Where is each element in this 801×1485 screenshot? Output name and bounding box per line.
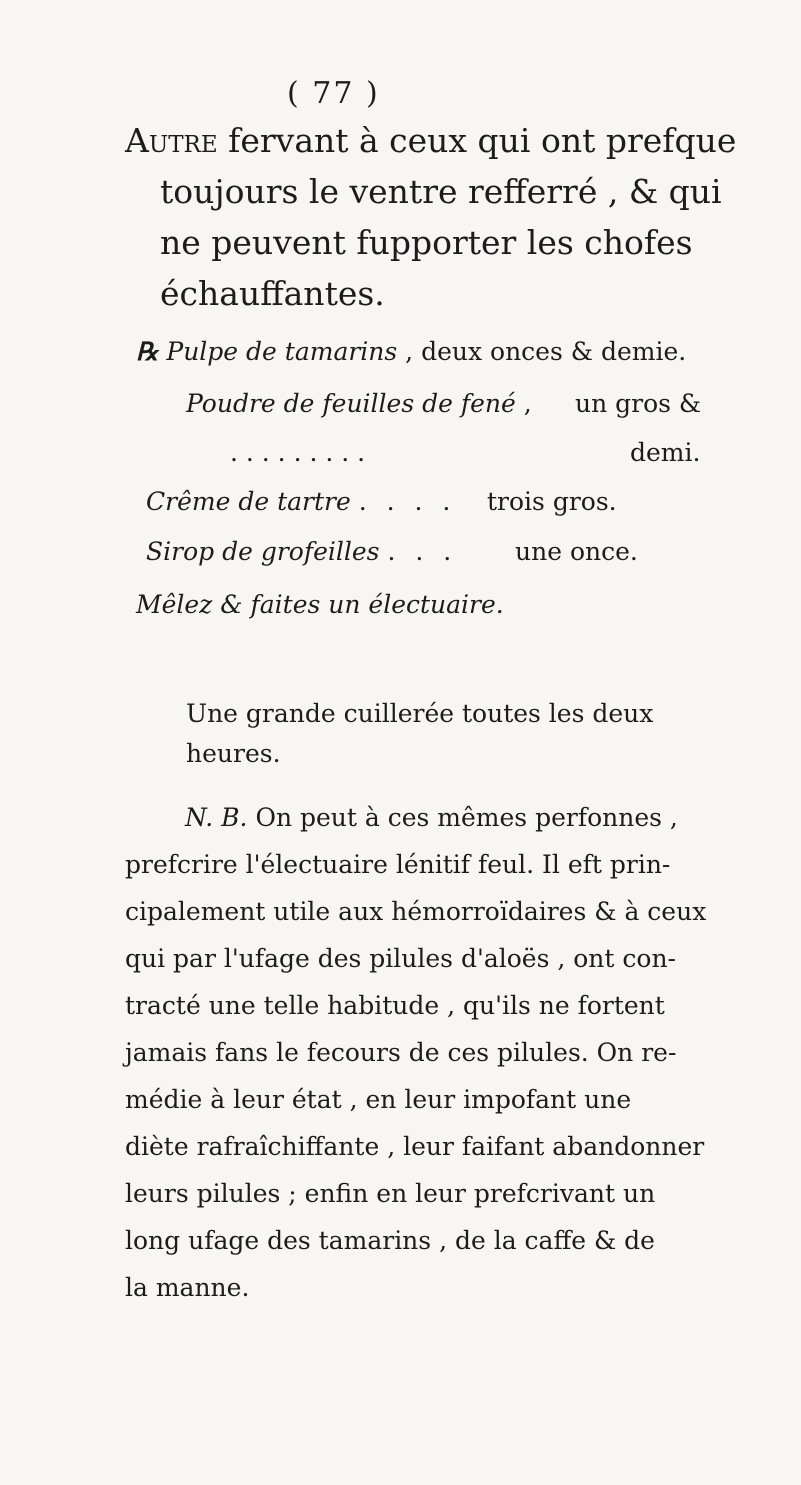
- nb-line: leurs pilules ; enfin en leur prefcrivant un: [125, 1179, 656, 1208]
- ingredient-quantity: un gros &: [575, 389, 702, 418]
- ingredient-name: Poudre de feuilles de fené: [186, 389, 516, 418]
- ingredient-quantity: une once.: [515, 537, 638, 566]
- ingredient-quantity: trois gros.: [487, 487, 617, 516]
- nb-line: long ufage des tamarins , de la caffe & de: [125, 1226, 655, 1255]
- nota-bene-paragraph: N. B. On peut à ces mêmes perfonnes , prefcrire l'électuaire lénitif feul. Il eft prin- cipalement utile aux hémorroïdaires & à ceux qui par l'ufage des pilules d'aloës , ont con- tracté une telle habitude , qu'ils ne fortent jamais fans le fecours de ces pilules. On re- médie à leur état , en leur impofant une diète rafraîchiffante , leur faifant abandonner leurs pilules ; enfin en leur prefcrivant un long ufage des tamarins , de la caffe & de la manne.: [125, 794, 745, 1311]
- ingredient-name: Sirop de grofeilles: [146, 537, 380, 566]
- recipe-line-1: ℞ Pulpe de tamarins , deux onces & demie.: [136, 337, 687, 366]
- nb-line: médie à leur état , en leur impofant une: [125, 1085, 632, 1114]
- heading-line-4: échauffantes.: [160, 274, 385, 313]
- nb-line: cipalement utile aux hémorroïdaires & à ceux: [125, 897, 707, 926]
- nb-line: diète rafraîchiffante , leur faifant abandonner: [125, 1132, 705, 1161]
- recipe-heading: [125, 115, 745, 319]
- recipe-line-3-leader: . . . . . . . . .: [230, 438, 366, 467]
- recipe-instruction: Mêlez & faites un électuaire.: [136, 590, 504, 619]
- page-number: ( 77 ): [287, 76, 380, 111]
- recipe-line-4: Crême de tartre . . . .: [146, 487, 457, 516]
- recipe-line-5: Sirop de grofeilles . . .: [146, 537, 458, 566]
- nb-line: qui par l'ufage des pilules d'aloës , ont con-: [125, 944, 677, 973]
- heading-line-1: fervant à ceux qui ont prefque: [217, 121, 737, 160]
- nb-line: jamais fans le fecours de ces pilules. On re-: [125, 1038, 677, 1067]
- heading-first-word: Autre: [125, 121, 218, 160]
- ingredient-name: Crême de tartre: [146, 487, 351, 516]
- recipe-line-2: Poudre de feuilles de fené ,: [186, 389, 532, 418]
- nb-line: prefcrire l'électuaire lénitif feul. Il eft prin-: [125, 850, 671, 879]
- dosage-instruction: Une grande cuillerée toutes les deux heures.: [186, 699, 654, 768]
- ingredient-quantity: deux onces & demie.: [421, 337, 687, 366]
- nb-line: la manne.: [125, 1273, 250, 1302]
- heading-line-3: ne peuvent fupporter les chofes: [160, 223, 693, 262]
- ingredient-quantity: demi.: [630, 438, 701, 467]
- nb-label: N. B.: [185, 803, 248, 832]
- ingredient-name: Pulpe de tamarins: [166, 337, 398, 366]
- nb-line: tracté une telle habitude , qu'ils ne fortent: [125, 991, 665, 1020]
- heading-line-2: toujours le ventre refferré , & qui: [160, 172, 722, 211]
- recipe-symbol-icon: ℞: [136, 337, 159, 366]
